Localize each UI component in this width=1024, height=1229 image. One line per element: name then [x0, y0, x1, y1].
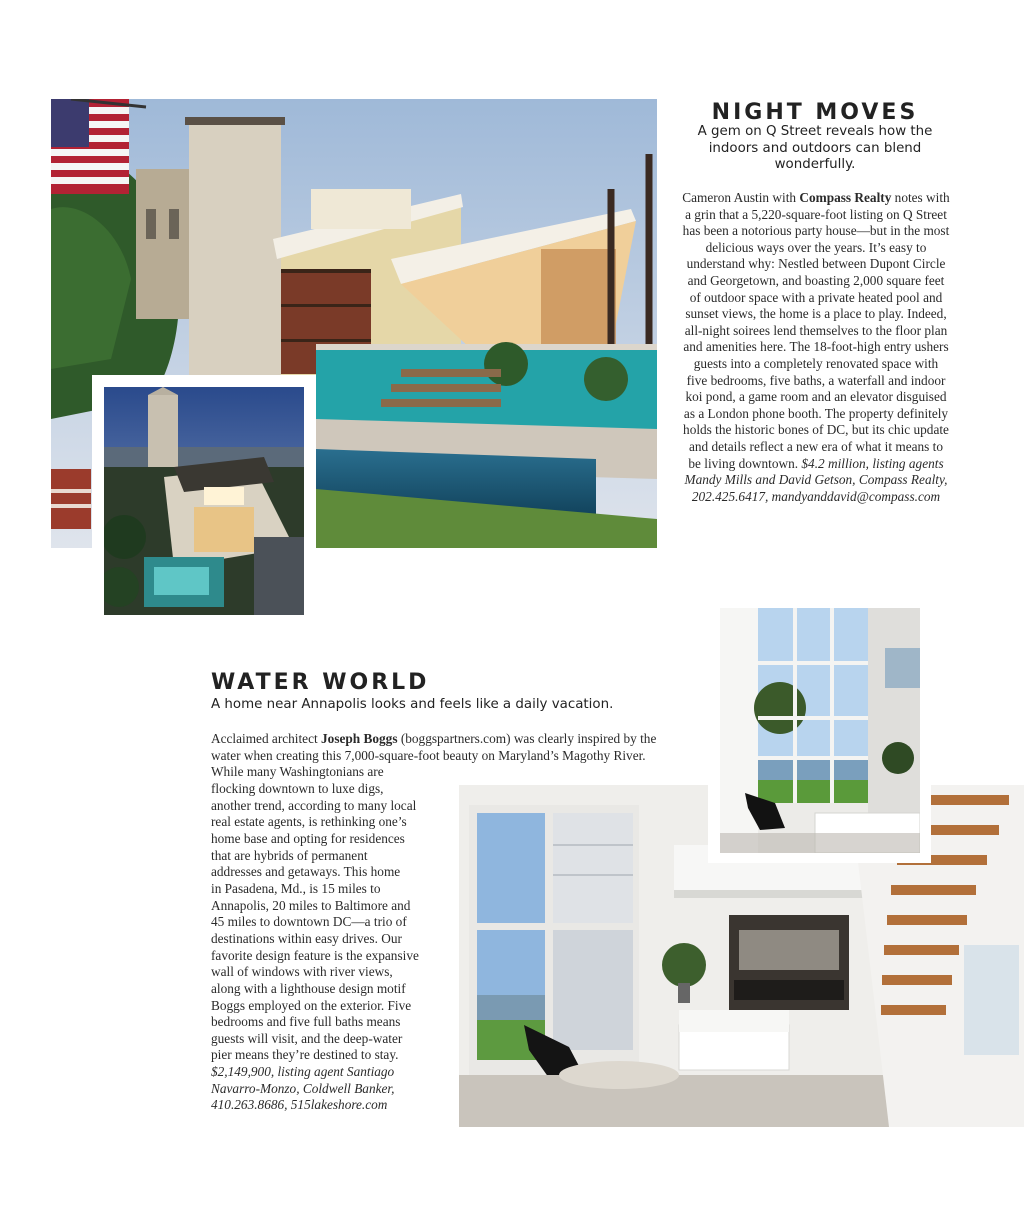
water-world-line1-a: Acclaimed architect	[211, 731, 322, 746]
water-world-line: along with a lighthouse design motif	[211, 980, 406, 996]
water-world-architect: Joseph Boggs	[321, 731, 398, 746]
water-world-line: While many Washingtonians are	[211, 764, 384, 780]
water-world-line: water when creating this 7,000-square-foot beauty on Maryland’s Magothy River.	[211, 747, 646, 763]
night-moves-subtitle: A gem on Q Street reveals how the indoors and outdoors can blend wonderfully.	[697, 124, 933, 172]
water-world-listing-line: 410.263.8686, 515lakeshore.com	[211, 1097, 388, 1113]
water-world-line	[211, 731, 681, 748]
water-world-listing-line: $2,149,900, listing agent Santiago	[211, 1064, 395, 1080]
water-world-line: pier means they’re destined to stay.	[211, 1047, 399, 1063]
water-world-line: favorite design feature is the expansive	[211, 947, 419, 963]
night-moves-agency: Compass Realty	[799, 190, 892, 205]
aerial-night-photo	[104, 387, 304, 615]
water-world-line: 45 miles to downtown DC—a trio of	[211, 914, 407, 930]
water-world-line: in Pasadena, Md., is 15 miles to	[211, 880, 381, 896]
water-world-line: flocking downtown to luxe digs,	[211, 780, 384, 796]
night-moves-body-intro: Cameron Austin with	[682, 190, 800, 205]
water-world-line: wall of windows with river views,	[211, 964, 393, 980]
water-world-line: another trend, according to many local	[211, 797, 417, 813]
water-world-line: Annapolis, 20 miles to Baltimore and	[211, 897, 411, 913]
water-world-line: addresses and getaways. This home	[211, 864, 401, 880]
water-world-line: Boggs employed on the exterior. Five	[211, 997, 412, 1013]
night-moves-title: NIGHT MOVES	[711, 100, 919, 125]
night-moves-body-main: notes with a grin that a 5,220-square-foot listing on Q Street has been a notorious party house—but in the most delicious ways over the years. It’s easy to understand why: Nestled between Dupont Circle and Georgetown, and boasting 2,000 square feet of outdoor space with a private heated pool and sunset views, the home is a place to play. Indeed, all-night soirees lend themselves to the floor plan and amenities here. The 18-foot-high entry ushers guests into a completely renovated space with five bedrooms, five baths, a waterfall and indoor koi pond, a game room and an elevator disguised as a London phone booth. The property definitely holds the historic bones of DC, but its chic update and details reflect a new era of what it means to be living downtown.	[682, 190, 950, 471]
night-moves-body	[682, 190, 950, 505]
water-world-title: WATER WORLD	[211, 670, 430, 695]
water-world-line: destinations within easy drives. Our	[211, 930, 402, 946]
water-world-line: that are hybrids of permanent	[211, 847, 368, 863]
water-world-listing-line: Navarro-Monzo, Coldwell Banker,	[211, 1080, 395, 1096]
two-story-window-photo	[720, 608, 920, 853]
water-world-line: home base and opting for residences	[211, 830, 405, 846]
water-world-line1-b: (boggspartners.com) was clearly inspired by the	[397, 731, 657, 746]
water-world-line: real estate agents, is rethinking one’s	[211, 814, 407, 830]
water-world-body	[211, 731, 681, 1114]
water-world-line: bedrooms and five full baths means	[211, 1014, 401, 1030]
water-world-line: guests will visit, and the deep-water	[211, 1030, 403, 1046]
night-moves-listing: $4.2 million, listing agents Mandy Mills and David Getson, Compass Realty, 202.425.6417, mandyanddavid@compass.com	[684, 455, 948, 504]
water-world-subtitle: A home near Annapolis looks and feels like a daily vacation.	[211, 697, 614, 712]
